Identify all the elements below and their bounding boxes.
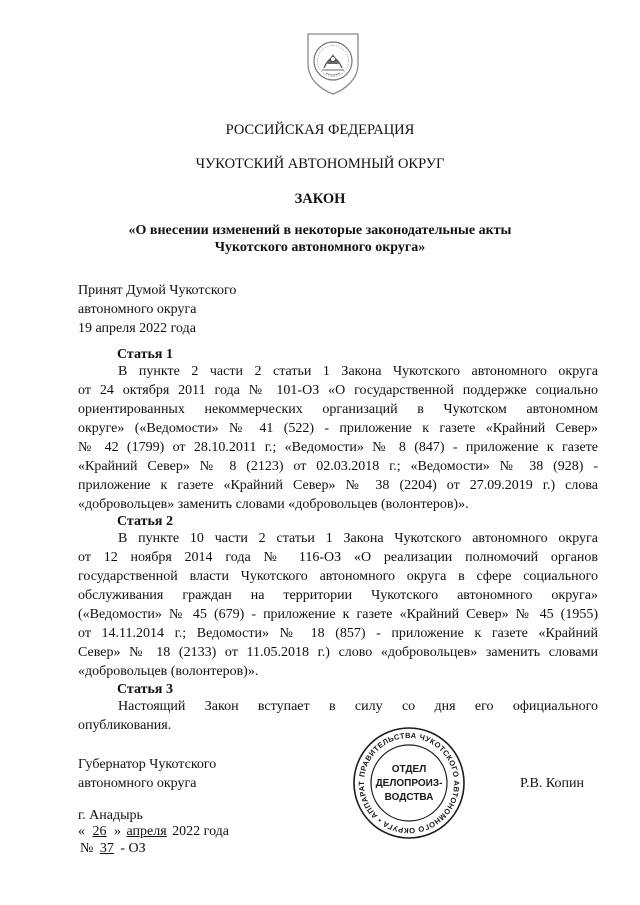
- date-quote-close: »: [114, 824, 121, 839]
- article-text-line: государственной власти Чукотского автономного округа в сфере социального: [78, 569, 598, 584]
- article-text-line: «Крайний Север» № 8 (2123) от 02.03.2018 г.; «Ведомости» № 38 (928) -: [78, 459, 598, 474]
- number-sign: №: [80, 841, 94, 856]
- article-text-line: от 14.11.2014 г.; Ведомости» № 18 (857) - приложение к газете «Крайний: [78, 626, 598, 641]
- adoption-line: Принят Думой Чукотского: [78, 283, 237, 298]
- article-text-line: В пункте 10 части 2 статьи 1 Закона Чукотского автономного округа: [118, 531, 598, 546]
- adoption-line: автономного округа: [78, 302, 197, 317]
- article-text-line: № 42 (1799) от 28.10.2011 г.; «Ведомости» № 8 (847) - приложение к газете: [78, 440, 598, 455]
- article-text-line: опубликования.: [78, 718, 172, 733]
- article-text-line: приложение к газете «Крайний Север» № 38 (2204) от 27.09.2019 г.) слова: [78, 478, 598, 493]
- article-text-line: Настоящий Закон вступает в силу со дня его официального: [118, 699, 598, 714]
- article-3-body: [78, 697, 598, 735]
- stamp-ring-text: ПРАВИТЕЛЬСТВА ЧУКОТСКОГО АВТОНОМНОГО ОКРУГА • АППАРАТ: [356, 730, 462, 836]
- law-title-line-2: Чукотского автономного округа»: [214, 240, 426, 255]
- article-1-title: Статья 1: [117, 347, 173, 362]
- law-number-suffix: - ОЗ: [120, 841, 146, 856]
- date-year: 2022 года: [172, 824, 229, 839]
- document-type: ЗАКОН: [294, 191, 346, 207]
- article-text-line: («Ведомости» № 45 (679) - приложение к газете «Крайний Север» № 45 (1955): [78, 607, 598, 622]
- signing-city: г. Анадырь: [78, 808, 143, 823]
- article-text-line: В пункте 2 части 2 статьи 1 Закона Чукотского автономного округа: [118, 364, 598, 379]
- article-text-line: ориентированных некоммерческих организаций в Чукотском автономном: [78, 402, 598, 417]
- stamp-line: ДЕЛОПРОИЗ-: [375, 778, 443, 789]
- chukotka-coat-of-arms-icon: [300, 30, 366, 96]
- adoption-line: 19 апреля 2022 года: [78, 321, 196, 336]
- article-2-body: [78, 529, 598, 681]
- article-2-title: Статья 2: [117, 514, 173, 529]
- stamp-line: ВОДСТВА: [384, 792, 434, 803]
- article-text-line: от 24 октября 2011 года № 101-ОЗ «О государственной поддержке социально: [78, 383, 598, 398]
- article-text-line: «добровольцев (волонтеров)».: [78, 664, 259, 679]
- law-number: [80, 839, 146, 858]
- signatory-name: Р.В. Копин: [520, 776, 584, 791]
- signatory-position-line: Губернатор Чукотского: [78, 757, 217, 772]
- article-text-line: Север» № 18 (2133) от 11.05.2018 г.) слово «добровольцев» заменить словами: [78, 645, 598, 660]
- article-text-line: обслуживания граждан на территории Чукотского автономного округа»: [78, 588, 598, 603]
- article-text-line: от 12 ноября 2014 года № 116-ОЗ «О реализации полномочий органов: [78, 550, 598, 565]
- signatory-position-line: автономного округа: [78, 776, 197, 791]
- adoption-info: [78, 281, 598, 338]
- header-region: ЧУКОТСКИЙ АВТОНОМНЫЙ ОКРУГ: [195, 156, 445, 172]
- date-day: 26: [92, 824, 107, 839]
- header-federation: РОССИЙСКАЯ ФЕДЕРАЦИЯ: [225, 122, 415, 138]
- law-title-line-1: «О внесении изменений в некоторые законодательные акты: [128, 223, 512, 238]
- date-quote-open: «: [78, 824, 85, 839]
- date-month: апреля: [126, 824, 167, 839]
- signatory-position: [78, 755, 338, 793]
- law-number-value: 37: [99, 841, 114, 856]
- stamp-line: ОТДЕЛ: [391, 764, 427, 775]
- article-1-body: [78, 362, 598, 514]
- official-stamp: [352, 726, 466, 840]
- article-3-title: Статья 3: [117, 682, 173, 697]
- article-text-line: «добровольцев» заменить словами «добровольцев (волонтеров)».: [78, 497, 469, 512]
- article-text-line: округе» («Ведомости» № 41 (522) - приложение к газете «Крайний Север»: [78, 421, 598, 436]
